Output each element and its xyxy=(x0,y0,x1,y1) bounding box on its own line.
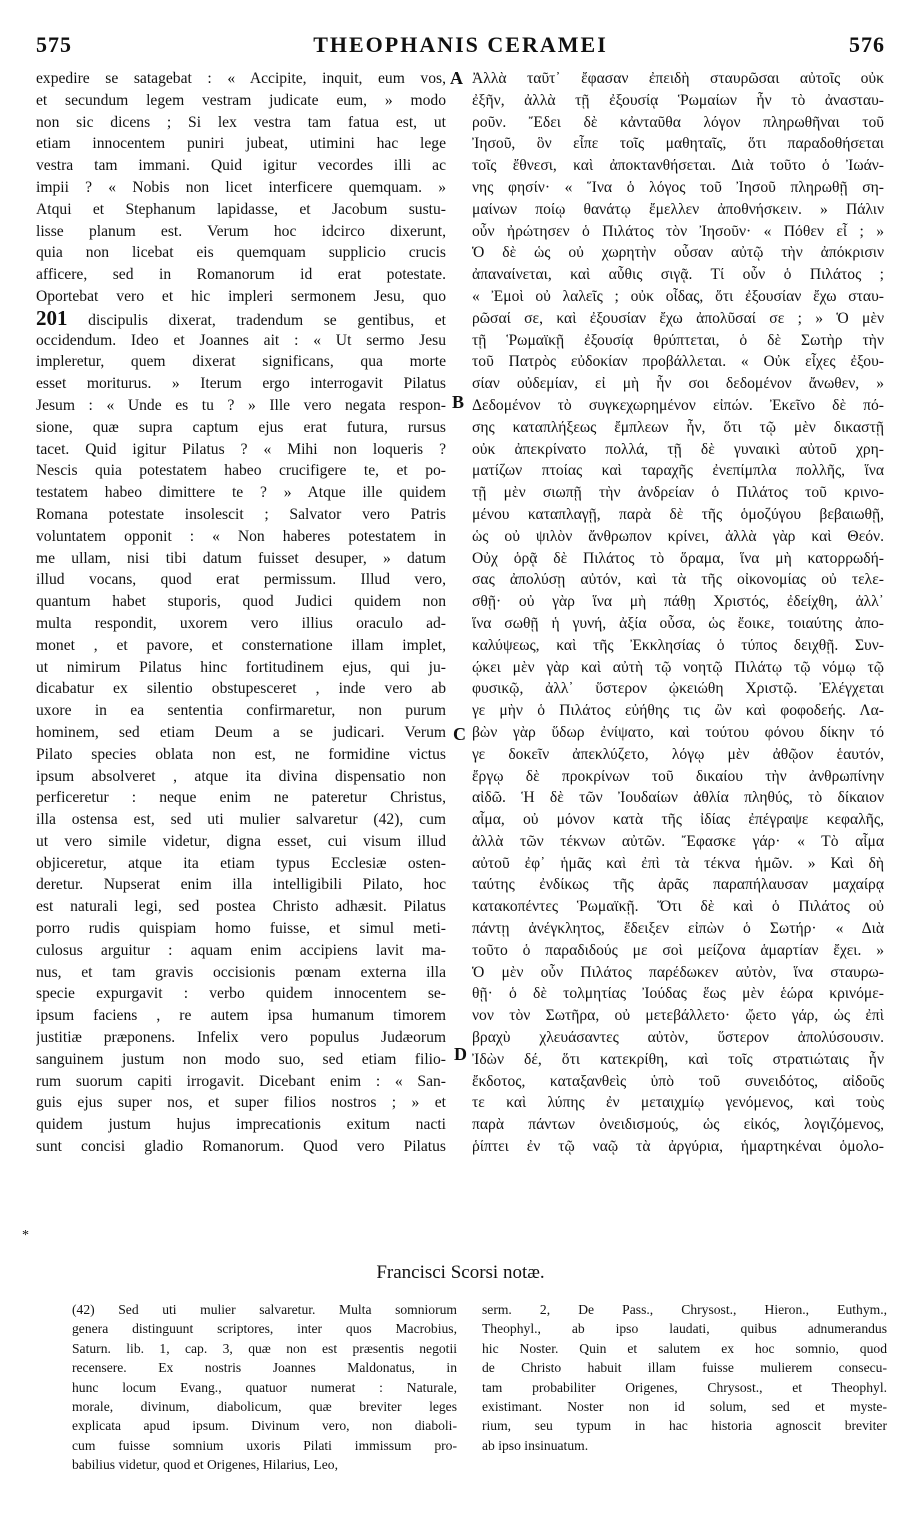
latin-line xyxy=(36,983,446,1005)
latin-line xyxy=(36,286,446,308)
latin-line xyxy=(36,504,446,526)
margin-mark-a: A xyxy=(450,68,463,88)
margin-mark-b: B xyxy=(452,392,465,412)
line-text: ροῦν. Ἔδει δὲ κἀνταῦθα λόγον πληρωθῆναι τοῦ xyxy=(472,113,884,131)
greek-line xyxy=(472,678,884,700)
latin-line xyxy=(36,591,446,613)
line-text: Atqui et Stephanum lapidasse, et Jacobum sustu- xyxy=(36,200,446,218)
note-line xyxy=(482,1300,887,1319)
greek-line xyxy=(472,569,884,591)
line-text: ἀλλὰ τῶν τέκνων αὐτῶν. Ἔφασκε γάρ· « Τὸ αἷμα xyxy=(472,832,884,850)
line-text: etiam innocentem puniri jubeat, utimini hac lege xyxy=(36,135,446,153)
line-text: ipsum faciens , re autem ipsa humanum timorem xyxy=(36,1007,446,1025)
line-text: morale, divinum, diabolicum, quæ breviter leges xyxy=(72,1398,457,1414)
greek-line xyxy=(472,526,884,548)
line-text: ἔκδοτος, καταξανθεὶς ὑπὸ τοῦ συνειδότος, αἰδοῦς xyxy=(472,1072,884,1090)
margin-star: * xyxy=(22,1228,29,1243)
line-text: cum fuisse somnium uxoris Pilati immissum pro- xyxy=(72,1437,457,1453)
greek-line xyxy=(472,482,884,504)
note-line xyxy=(72,1319,457,1338)
greek-line xyxy=(472,766,884,788)
greek-line xyxy=(472,177,884,199)
line-text: τε καὶ λύπης ἐν μεταιχμίῳ γενόμενος, καὶ τοὺς xyxy=(472,1094,884,1112)
line-text: esset moriturus. » Iterum ergo interrogavit Pilatus xyxy=(36,375,446,393)
line-text: afficere, sed in Romanorum id erat potestate. xyxy=(36,266,446,284)
line-text: μένου καταπλαγῇ, παρὰ δὲ τῆς ὁμοζύγου βεβαιωθῇ, xyxy=(472,505,884,523)
line-text: culosus arguitur : aquam enim accipiens lavit ma- xyxy=(36,941,446,959)
latin-line xyxy=(36,918,446,940)
latin-line xyxy=(36,439,446,461)
line-text: serm. 2, De Pass., Chrysost., Hieron., Euthym., xyxy=(482,1302,887,1317)
line-text: σθῇ· οὐ γὰρ ἵνα μὴ πάθῃ Χριστός, ἐδείχθη, ἀλλ᾽ xyxy=(472,593,884,611)
line-text: ἀπαναίνεται, καὶ αὖθις σιγᾷ. Τί οὖν ὁ Πιλάτος ; xyxy=(472,266,884,284)
line-text: βραχὺ χλευάσαντες αὐτὸν, ὕστερον ἀπολύσουσιν. xyxy=(472,1029,884,1047)
line-text: hic Noster. Quin et salutem ex hoc somnio, quod xyxy=(482,1340,887,1356)
note-line xyxy=(72,1397,457,1416)
greek-line xyxy=(472,809,884,831)
note-line xyxy=(482,1339,887,1358)
line-text: hunc locum Evang., quatuor numerat : Naturale, xyxy=(72,1379,457,1395)
line-text: rium, seu typum in hac historia agnoscit breviter xyxy=(482,1418,887,1434)
latin-line xyxy=(36,569,446,591)
latin-line xyxy=(36,1049,446,1071)
line-text: οὐκ ἀπεκρίνατο πολλά, τῇ δὲ γυναικὶ αὐτοῦ χρη- xyxy=(472,440,884,458)
greek-line xyxy=(472,700,884,722)
line-text: αἰδῶ. Ἡ δὲ τῶν Ἰουδαίων ἀθλία πληθύς, τὸ δίκαιον xyxy=(472,789,884,807)
line-text: objiceretur, atque ita etiam typus Ecclesiæ osten- xyxy=(36,854,446,872)
note-line xyxy=(72,1358,457,1377)
latin-line xyxy=(36,1136,446,1158)
latin-line xyxy=(36,1092,446,1114)
line-text: babilius videtur, quod et Origenes, Hilarius, Leo, xyxy=(72,1457,338,1473)
latin-line xyxy=(36,548,446,570)
note-line xyxy=(72,1436,457,1455)
latin-line xyxy=(36,526,446,548)
greek-line xyxy=(472,722,884,744)
note-line xyxy=(72,1455,457,1474)
greek-line xyxy=(472,308,884,330)
greek-line xyxy=(472,853,884,875)
greek-column xyxy=(472,68,884,1158)
line-text: νον τὸν Σωτῆρα, οὐ μετεβάλλετο· ᾤετο γάρ, ὡς ἐπὶ xyxy=(472,1007,884,1025)
line-text: impii ? « Nobis non licet interficere quemquam. » xyxy=(36,178,446,196)
line-text: ματίζων πτοίας καὶ ταραχῆς ἐνεπίμπλα πολλῆς, ἵνα xyxy=(472,462,884,480)
latin-line xyxy=(36,940,446,962)
line-text: τῇ Ῥωμαϊκῇ ἐξουσίᾳ θρύπτεται, ὁ δὲ Σωτὴρ τὴν xyxy=(472,331,884,349)
line-text: σης καταπλήξεως ἔμπλεων ἦν, ὅτι τῷ μὲν δικαστῇ xyxy=(472,418,884,436)
greek-line xyxy=(472,983,884,1005)
line-text: θῇ· ὁ δὲ τολμητίας Ἰούδας ἕως μὲν ἑώρα κρινόμε- xyxy=(472,985,884,1003)
line-text: Ἰδὼν δέ, ὅτι κατεκρίθη, καὶ τοῖς στρατιώταις ἦν xyxy=(472,1050,884,1068)
line-text: παρὰ πάντων ὀνειδισμούς, ὡς εἰκός, λογιζόμενος, xyxy=(472,1116,884,1134)
note-line xyxy=(72,1416,457,1435)
greek-line xyxy=(472,1027,884,1049)
latin-line xyxy=(36,351,446,373)
greek-line xyxy=(472,962,884,984)
latin-line xyxy=(36,242,446,264)
line-text: Saturn. lib. 1, cap. 3, quæ non est præsentis negotii xyxy=(72,1340,457,1356)
latin-line xyxy=(36,809,446,831)
line-text: (42) Sed uti mulier salvaretur. Multa somniorum xyxy=(72,1302,457,1317)
line-text: Ἰησοῦ, ὃν εἶπε τοῖς μαθηταῖς, ὅτι παραδοθήσεται xyxy=(472,135,884,153)
line-text: τοῦτο ὁ παραδιδούς με σοὶ μείζονα ἁμαρτίαν ἔχει. » xyxy=(472,941,884,959)
line-text: rum suorum capiti irrogavit. Dicebant enim : « San- xyxy=(36,1072,446,1090)
line-text: occidendum. Ideo et Joannes ait : « Ut sermo Jesu xyxy=(36,331,446,349)
line-text: multa respondit, uxorem vero illius oraculo ad- xyxy=(36,614,446,632)
line-text: ρῶσαί σε, καὶ ἐξουσίαν ἔχω ἀπολῦσαί σε ; » Ὁ μὲν xyxy=(472,309,884,327)
line-text: ἐξῆν, ἀλλὰ τῇ ἐξουσίᾳ Ῥωμαίων ἦν τὸ ἀνασταυ- xyxy=(472,91,884,109)
line-text: νης φησίν· « Ἵνα ὁ λόγος τοῦ Ἰησοῦ πληρωθῇ ση- xyxy=(472,178,884,196)
line-text: voluntatem opponit : « Non haberes potestatem in xyxy=(36,527,446,545)
greek-line xyxy=(472,874,884,896)
line-text: τοῖς ἔθνεσι, καὶ ἀποκτανθήσεται. Διὰ τοῦτο ὁ Ἰωάν- xyxy=(472,157,884,175)
line-text: sione, quæ supra captum ejus erat futura, rursus xyxy=(36,418,446,436)
line-text: existimant. Noster non id solum, sed et myste- xyxy=(482,1398,887,1414)
line-text: ῴκει μὲν γὰρ καὶ αὐτὴ τῷ νοητῷ Πιλάτῳ τῷ νόμῳ τῷ xyxy=(472,658,884,676)
greek-line xyxy=(472,439,884,461)
line-text: Oportebat vero et hic impleri sermonem Jesu, quo xyxy=(36,287,446,305)
running-title: THEOPHANIS CERAMEI xyxy=(313,32,608,57)
latin-line xyxy=(36,831,446,853)
note-line xyxy=(482,1436,887,1455)
line-text: et secundum legem vestram judicate eum, » modo xyxy=(36,91,446,109)
line-text: de Christo habuit illam fuisse mulierem consecu- xyxy=(482,1360,887,1376)
latin-line xyxy=(36,460,446,482)
latin-line xyxy=(36,1114,446,1136)
latin-line xyxy=(36,482,446,504)
greek-line xyxy=(472,1049,884,1071)
greek-line xyxy=(472,940,884,962)
line-text: φυσικῷ, ἀλλ᾽ ὕστερον ᾠκειώθη Χριστῷ. Ἐλέγχεται xyxy=(472,680,884,698)
latin-line xyxy=(36,853,446,875)
latin-column xyxy=(36,68,446,1158)
line-text: κατακοπέντες Ῥωμαϊκῇ. Ὅτι δὲ καὶ ὁ Πιλάτος οὐ xyxy=(472,898,884,916)
greek-line xyxy=(472,1071,884,1093)
line-text: Nescis quia potestatem habeo crucifigere te, et po- xyxy=(36,462,446,480)
latin-line xyxy=(36,896,446,918)
greek-line xyxy=(472,591,884,613)
line-text: me ullam, nisi tibi datum fuisset desuper, » datum xyxy=(36,549,446,567)
greek-line xyxy=(472,330,884,352)
latin-line xyxy=(36,657,446,679)
line-text: Οὐχ ὁρᾷ δὲ Πιλάτος τὸ ὅραμα, ἵνα μὴ κατορρωδή- xyxy=(472,549,884,567)
greek-line xyxy=(472,1136,884,1158)
greek-line xyxy=(472,264,884,286)
latin-line xyxy=(36,395,446,417)
latin-line xyxy=(36,264,446,286)
page-number-right: 576 xyxy=(849,32,885,57)
greek-line xyxy=(472,460,884,482)
latin-line xyxy=(36,373,446,395)
line-text: ipsum absolveret , atque ita divina dispensatio non xyxy=(36,767,446,785)
line-text: recensere. Ex nostris Joannes Maldonatus, in xyxy=(72,1360,457,1376)
column-marker-number: 201 xyxy=(36,307,68,330)
latin-line xyxy=(36,874,446,896)
greek-line xyxy=(472,918,884,940)
greek-line xyxy=(472,831,884,853)
greek-line xyxy=(472,1092,884,1114)
note-line xyxy=(482,1416,887,1435)
line-text: specie expurgavit : verbo quidem innocentem se- xyxy=(36,985,446,1003)
line-text: perficeretur : neque enim ne pateretur Christus, xyxy=(36,789,446,807)
notes-title: Francisci Scorsi notæ. xyxy=(376,1262,545,1283)
latin-line xyxy=(36,700,446,722)
page-number-left: 575 xyxy=(36,32,72,57)
greek-line xyxy=(472,548,884,570)
line-text: uxore in ea sententia confirmaretur, non purum xyxy=(36,702,446,720)
line-text: ἵνα σωθῇ ἡ γυνή, ἀξία οὖσα, ὡς ἔοικε, τοιαύτης ἀπο- xyxy=(472,614,884,632)
line-text: lisse planum est. Verum hoc idcirco dixerunt, xyxy=(36,222,446,240)
line-text: ὡς οὐ ψιλὸν ἄνθρωπον κρίνει, ἀλλὰ γὰρ καὶ Θεόν. xyxy=(472,527,884,545)
line-text: Romana potestate insolescit ; Salvator vero Patris xyxy=(36,505,446,523)
line-text: οὖν ἠρώτησεν ὁ Πιλάτος τὸν Ἰησοῦν· « Πόθεν εἶ ; » xyxy=(472,222,884,240)
line-text: αὐτοῦ ἐφ᾽ ἡμᾶς καὶ ἐπὶ τὰ τέκνα ἡμῶν. » Καὶ δὴ xyxy=(472,854,884,872)
latin-line xyxy=(36,613,446,635)
line-text: quantum habet stuporis, quod Judici quidem non xyxy=(36,593,446,611)
line-text: justitiæ præponens. Infelix vero populus Judæorum xyxy=(36,1029,446,1047)
line-text: σας ἀπολύσῃ αὐτόν, καὶ τὰ τῆς οἰκονομίας οὐ τελε- xyxy=(472,571,884,589)
greek-line xyxy=(472,1114,884,1136)
greek-line xyxy=(472,199,884,221)
greek-line xyxy=(472,1005,884,1027)
latin-line xyxy=(36,199,446,221)
latin-line xyxy=(36,308,446,330)
latin-line xyxy=(36,1027,446,1049)
line-text: ut nimirum Pilatus hinc fortitudinem ejus, qui ju- xyxy=(36,658,446,676)
line-text: ab ipso insinuatum. xyxy=(482,1437,589,1453)
greek-line xyxy=(472,242,884,264)
latin-line xyxy=(36,155,446,177)
line-text: τοῦ Πατρὸς εὐδοκίαν προβάλλεται. « Οὐκ εἶχες ἐξου- xyxy=(472,353,884,371)
greek-line xyxy=(472,112,884,134)
line-text: sunt concisi gladio Romanorum. Quod vero Pilatus xyxy=(36,1138,446,1156)
line-text: αἷμα, οὐ μόνον κατὰ τῆς ἰδίας ἐπέγραψε κεφαλῆς, xyxy=(472,811,884,829)
line-text: σίαν οὐδεμίαν, εἰ μὴ ἦν σοι δεδομένον ἄνωθεν, » xyxy=(472,375,884,393)
latin-line xyxy=(36,744,446,766)
latin-line xyxy=(36,1005,446,1027)
latin-line xyxy=(36,417,446,439)
greek-line xyxy=(472,417,884,439)
greek-line xyxy=(472,373,884,395)
line-text: illud vocans, quod erat permissum. Illud vero, xyxy=(36,571,446,589)
line-text: πάντῃ ἀνέγκλητος, ἔδειξεν εἰπὼν ὁ Σωτήρ· « Διὰ xyxy=(472,920,884,938)
line-text: expedire se satagebat : « Accipite, inquit, eum vos, xyxy=(36,70,446,87)
line-text: explicata apud ipsum. Divinum vero, non diaboli- xyxy=(72,1418,457,1434)
line-text: discipulis dixerat, tradendum se gentibus, et xyxy=(88,311,446,329)
line-text: hominem, sed etiam Deum a se judicari. Verum xyxy=(36,723,446,741)
greek-line xyxy=(472,613,884,635)
note-line xyxy=(482,1358,887,1377)
line-text: ταύτης ἐνδίκως τῆς ἀρᾶς παραπήλαυσαν μαχαίρᾳ xyxy=(472,876,884,894)
greek-line xyxy=(472,787,884,809)
line-text: ut vero simile videtur, digna esset, cui visum illud xyxy=(36,832,446,850)
line-text: testatem habeo dimittere te ? » Atque ille quidem xyxy=(36,484,446,502)
greek-line xyxy=(472,657,884,679)
note-line xyxy=(482,1319,887,1338)
line-text: sanguinem justum non modo suo, sed etiam filio- xyxy=(36,1050,446,1068)
note-line xyxy=(482,1397,887,1416)
line-text: καλύψεως, καὶ τῆς Ἐκκλησίας ὁ τύπος δειχθῇ. Συν- xyxy=(472,636,884,654)
latin-line xyxy=(36,112,446,134)
greek-line xyxy=(472,68,884,90)
latin-line xyxy=(36,90,446,112)
line-text: ῥίπτει ἐν τῷ ναῷ τὰ ἀργύρια, ἡμαρτηκέναι ὁμολο- xyxy=(472,1138,884,1156)
notes-left-column xyxy=(72,1300,457,1475)
line-text: non sic dicens ; Si lex vestra tam fatua est, ut xyxy=(36,113,446,131)
greek-line xyxy=(472,744,884,766)
page-header xyxy=(36,32,885,58)
line-text: porro rudis quispiam homo fuisse, et simul meti- xyxy=(36,920,446,938)
line-text: Jesum : « Unde es tu ? » Ille vero negata respon- xyxy=(36,396,446,414)
latin-line xyxy=(36,678,446,700)
line-text: guis ejus super nos, et super filios nostros ; » et xyxy=(36,1094,446,1112)
line-text: Ὁ δὲ ὡς οὐ χωρητὴν οὖσαν αὐτῷ τὴν ἀπόκρισιν xyxy=(472,244,884,262)
line-text: tam probabiliter Origenes, Chrysost., et Theophyl. xyxy=(482,1379,887,1395)
latin-line xyxy=(36,177,446,199)
note-line xyxy=(482,1378,887,1397)
line-text: Pilato species oblata non est, ne formidine victus xyxy=(36,745,446,763)
line-text: impleretur, quem dixerat significans, qua morte xyxy=(36,353,446,371)
line-text: genera distinguunt scriptores, inter quos Macrobius, xyxy=(72,1321,457,1337)
line-text: μαίνων ποίῳ θανάτῳ ἔμελλεν ἀποθνήσκειν. » Πάλιν xyxy=(472,200,884,218)
line-text: quia non licebat eis quemquam supplicio crucis xyxy=(36,244,446,262)
line-text: tacet. Quid igitur Pilatus ? « Mihi non loqueris ? xyxy=(36,440,446,458)
greek-line xyxy=(472,635,884,657)
line-text: γε μὴν ὁ Πιλάτος εὐήθης τις ὢν καὶ φοφοδεής. Λα- xyxy=(472,702,884,720)
latin-line xyxy=(36,722,446,744)
latin-line xyxy=(36,330,446,352)
greek-line xyxy=(472,504,884,526)
line-text: Δεδομένον τὸ συγκεχωρημένον εἰπών. Ἐκεῖνο δὲ πό- xyxy=(472,396,884,414)
greek-line xyxy=(472,351,884,373)
greek-line xyxy=(472,133,884,155)
greek-line xyxy=(472,155,884,177)
greek-line xyxy=(472,896,884,918)
line-text: nus, et tam gravis occisionis pœnam externa illa xyxy=(36,963,446,981)
latin-line xyxy=(36,133,446,155)
notes-right-column xyxy=(482,1300,887,1455)
line-text: Ὁ μὲν οὖν Πιλάτος παρέδωκεν αὐτὸν, ἵνα σταυρω- xyxy=(472,963,884,981)
latin-line xyxy=(36,635,446,657)
margin-mark-c: C xyxy=(453,724,466,744)
line-text: γε δοκεῖν ἀπεκλύζετο, λόγῳ μὲν ἀθῷον ἑαυτόν, xyxy=(472,745,884,763)
latin-line xyxy=(36,221,446,243)
line-text: quidem justum hujus imprecationis exitum nacti xyxy=(36,1116,446,1134)
line-text: deretur. Nupserat enim illa intelligibili Pilato, hoc xyxy=(36,876,446,894)
line-text: monet , et pavore, et consternatione illam implet, xyxy=(36,636,446,654)
latin-line xyxy=(36,1071,446,1093)
note-line xyxy=(72,1339,457,1358)
line-text: dicabatur ex silentio obstupesceret , inde vero ab xyxy=(36,680,446,698)
line-text: τῇ μὲν σιωπῇ τὴν ἀνδρείαν ὁ Πιλάτος τοῦ κρινο- xyxy=(472,484,884,502)
greek-line xyxy=(472,221,884,243)
line-text: est naturali legi, sed postea Christo adhæsit. Pilatus xyxy=(36,898,446,916)
latin-line xyxy=(36,962,446,984)
note-line xyxy=(72,1378,457,1397)
greek-line xyxy=(472,90,884,112)
margin-mark-d: D xyxy=(454,1044,467,1064)
greek-line xyxy=(472,286,884,308)
latin-line xyxy=(36,68,446,90)
line-text: βὼν γὰρ ὕδωρ ἐνίψατο, καὶ τούτου φόνου δίκην τό xyxy=(472,723,884,741)
line-text: « Ἐμοὶ οὐ λαλεῖς ; οὐκ οἶδας, ὅτι ἐξουσίαν ἔχω σταυ- xyxy=(472,287,884,305)
latin-line xyxy=(36,766,446,788)
line-text: Ἀλλὰ ταῦτ᾽ ἔφασαν ἐπειδὴ σταυρῶσαι αὐτοῖς οὐκ xyxy=(472,70,884,87)
latin-line xyxy=(36,787,446,809)
greek-line xyxy=(472,395,884,417)
line-text: illa ostensa est, sed uti mulier salvaretur (42), cum xyxy=(36,811,446,829)
line-text: Theophyl., ab ipso laudati, quibus adnumerandus xyxy=(482,1321,887,1337)
line-text: ἔργῳ δὲ προκρίνων τοῦ δικαίου τὴν ἀνθρωπίνην xyxy=(472,767,884,785)
line-text: vestra tam immani. Quid igitur vecordes illi ac xyxy=(36,157,446,175)
note-line xyxy=(72,1300,457,1319)
